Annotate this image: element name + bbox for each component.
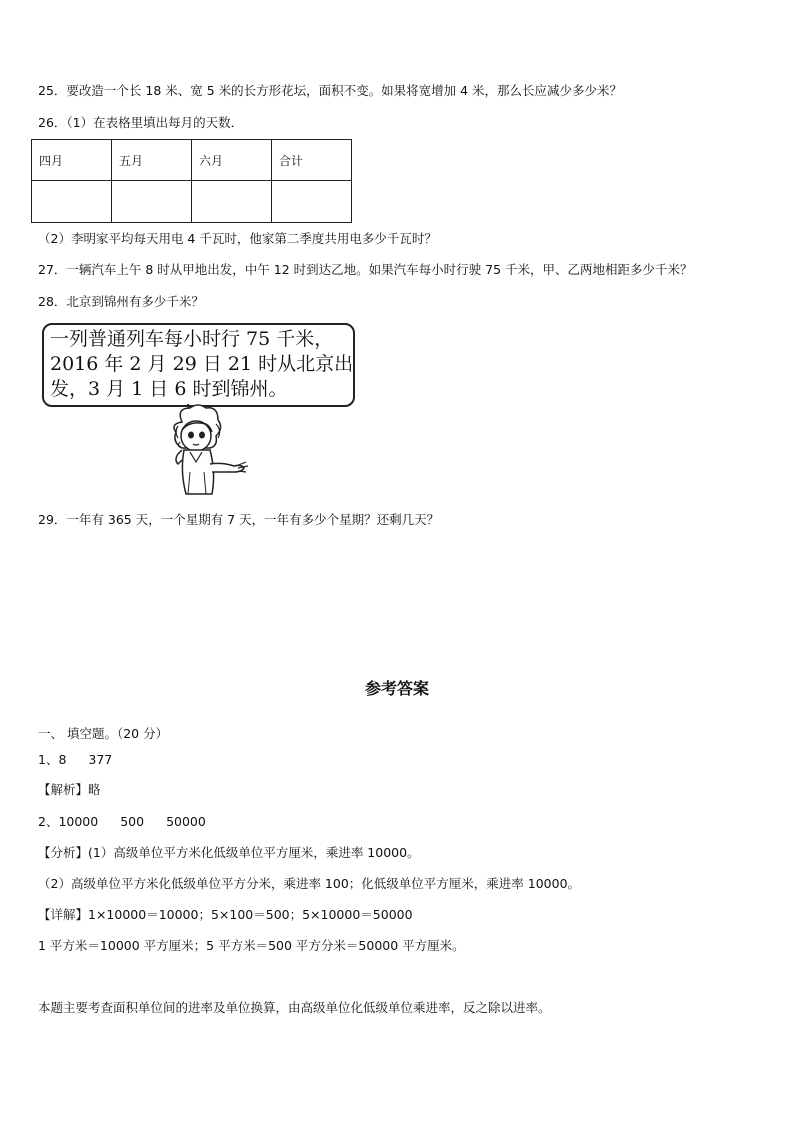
table-cell-june [192, 181, 272, 223]
table-header-june: 六月 [192, 140, 272, 181]
question-27: 27．一辆汽车上午 8 时从甲地出发，中午 12 时到达乙地。如果汽车每小时行驶 75 千米，甲、乙两地相距多少千米？ [38, 262, 693, 277]
table-cell-april [32, 181, 112, 223]
answer-1 [38, 752, 112, 768]
answer-1-analysis: 【解析】略 [38, 782, 101, 797]
answer-2-value-3: 50000 [166, 814, 206, 829]
answer-1-value: 377 [88, 752, 113, 767]
table-cell-total [272, 181, 352, 223]
bubble-line-1: 一列普通列车每小时行 75 千米， [50, 328, 334, 350]
table-header-april: 四月 [32, 140, 112, 181]
table-header-may: 五月 [112, 140, 192, 181]
bubble-line-2: 2016 年 2 月 29 日 21 时从北京出 [50, 353, 354, 375]
question-26-part2: （2）李明家平均每天用电 4 千瓦时，他家第二季度共用电多少千瓦时？ [38, 231, 437, 246]
question-26-part1: 26．（1）在表格里填出每月的天数． [38, 115, 244, 130]
table-answer-row [32, 181, 352, 223]
answer-2-summary: 本题主要考查面积单位间的进率及单位换算，由高级单位化低级单位乘进率，反之除以进率。 [38, 1000, 551, 1015]
answer-2-label: 2、10000 [38, 814, 99, 829]
answer-key-title: 参考答案 [364, 679, 429, 698]
table-header-total: 合计 [272, 140, 352, 181]
answer-2-units: 1 平方米＝10000 平方厘米；5 平方米＝500 平方分米＝50000 平方厘米。 [38, 938, 465, 953]
speech-bubble-text [50, 327, 354, 402]
bubble-line-3: 发，3 月 1 日 6 时到锦州。 [50, 378, 288, 400]
table-cell-may [112, 181, 192, 223]
answer-2-analysis-1: 【分析】(1）高级单位平方米化低级单位平方厘米，乘进率 10000。 [38, 845, 420, 860]
table-header-row [32, 140, 352, 181]
answer-2-value-2: 500 [120, 814, 145, 829]
answer-2-analysis-2: （2）高级单位平方米化低级单位平方分米，乘进率 100；化低级单位平方厘米，乘进率 10000。 [38, 876, 581, 891]
answer-2 [38, 814, 206, 830]
days-table [31, 139, 352, 223]
question-25: 25．要改造一个长 18 米、宽 5 米的长方形花坛，面积不变。如果将宽增加 4 米，那么长应减少多少米？ [38, 83, 623, 98]
answer-2-detail: 【详解】1×10000＝10000；5×100＝500；5×10000＝50000 [38, 907, 413, 922]
question-28: 28．北京到锦州有多少千米？ [38, 294, 204, 309]
answer-1-label: 1、8 [38, 752, 67, 767]
question-29: 29．一年有 365 天，一个星期有 7 天，一年有多少个星期？还剩几天？ [38, 512, 440, 527]
section-1-heading: 一、 填空题。（20 分） [38, 726, 169, 741]
girl-illustration [160, 402, 255, 497]
